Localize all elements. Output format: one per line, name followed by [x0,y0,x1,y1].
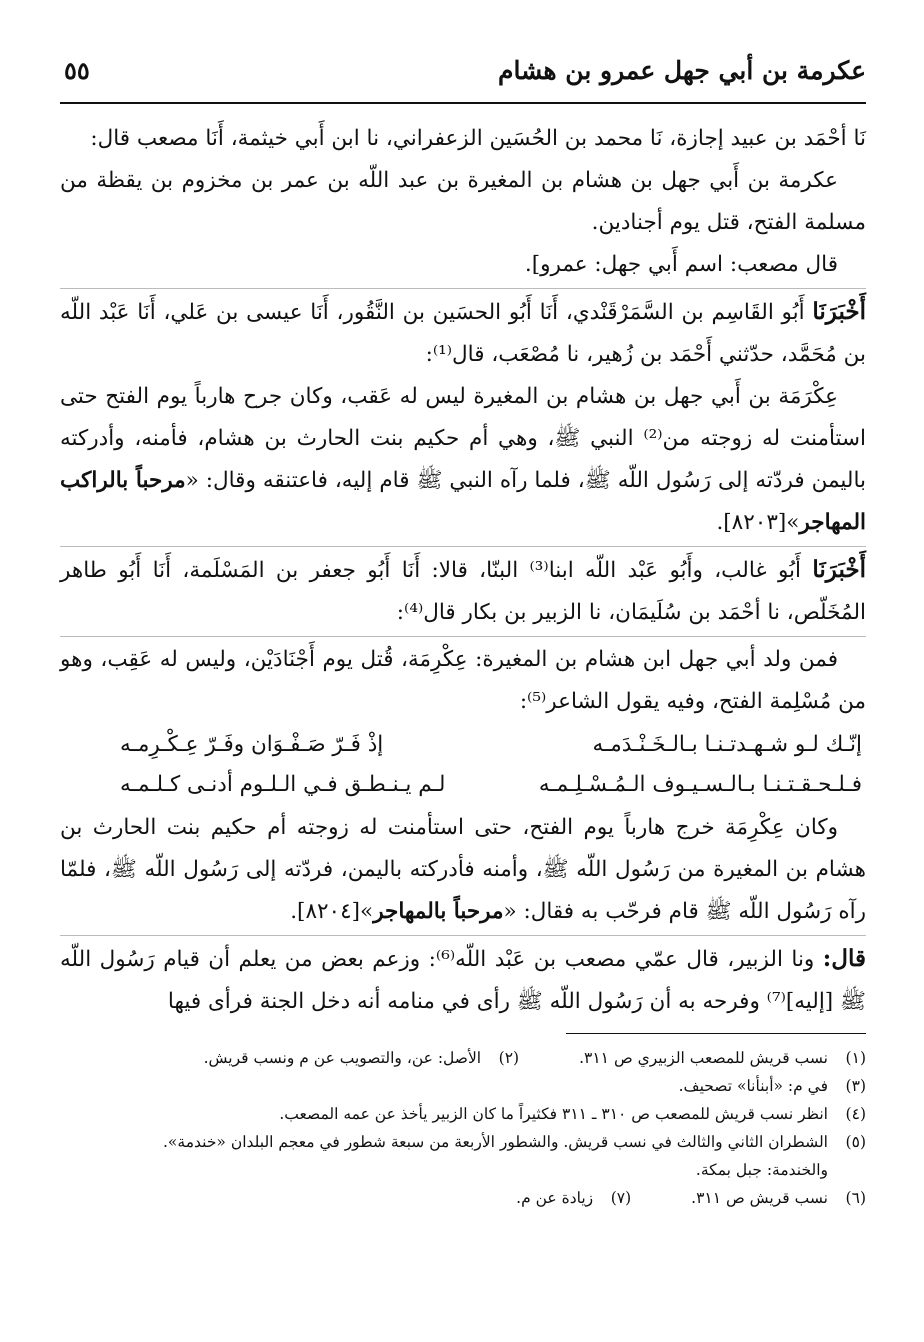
akhbarana-lead: أَخْبَرَنَا [812,556,866,583]
paragraph-9 [60,935,866,1023]
footnote-text: نسب قريش للمصعب الزبيري ص ٣١١. [579,1049,828,1067]
hemistich-right: إنّـك لـو شـهـدتـنـا بـالـخَـنْـدَمـه [592,732,862,757]
paragraph-1: نَا أحْمَد بن عبيد إجازة، نَا محمد بن الحُسَين الزعفراني، نا ابن أَبي خيثمة، أَنَا مصعب قال: [90,126,866,151]
footnote-number: (٢) [498,1049,520,1067]
paragraph-6-text: أَبُو غالب، وأَبُو عَبْد اللّه ابنا⁽³⁾ البنّا، قالا: أَنَا أَبُو جعفر بن المَسْلَمة، أَنَا أَبُو طاهر المُخَلّص، نا أحْمَد بن سُلَيمَان، نا الزبير بن بكار قال⁽⁴⁾: [60,558,866,625]
paragraph-8-end: »[٨٢٠٤]. [290,899,374,924]
footnote-7 [516,1184,631,1212]
footnotes [60,1044,866,1212]
page-header [60,52,866,104]
footnote-number: (١) [845,1049,866,1067]
poem-verse [60,725,866,765]
footnote-text: الشطران الثاني والثالث في نسب قريش. والشطور الأربعة من سبعة شطور في معجم البلدان «خندمة». [163,1133,828,1151]
footnote-number: (٣) [845,1077,866,1095]
paragraph-9-text: ونا الزبير، قال عمّي مصعب بن عَبْد اللّه⁽⁶⁾: وزعم بعض من يعلم أن قيام رَسُول اللّه ﷺ [إليه]⁽⁷⁾ وفرحه به أن رَسُول اللّه ﷺ رأى في منامه أنه دخل الجنة فرأى فيها [60,947,866,1014]
paragraph-8 [60,807,866,933]
paragraph-4 [60,288,866,376]
footnote-text: في م: «أبنأنا» تصحيف. [678,1077,828,1095]
paragraph-5 [60,376,866,544]
footnote-text: زيادة عن م. [516,1189,594,1207]
hadith-phrase: مرحباً بالراكب المهاجر [60,468,866,535]
footnote-2 [204,1044,520,1072]
paragraph-4-text: أَبُو القَاسِم بن السَّمَرْقَنْدي، أَنَا أَبُو الحسَين بن النَّقُور، أَنَا عيسى بن عَلي، أَنَا عَبْد اللّه بن مُحَمَّد، حدّثني أَحْمَد بن زُهير، نا مُصْعَب، قال⁽¹⁾: [60,300,866,367]
main-text [60,118,866,1023]
footnote-number: (٤) [845,1105,866,1123]
paragraph-6 [60,546,866,634]
hadith-phrase: مرحباً بالمهاجر [373,899,504,924]
hemistich-right: فـلـحـقـتـنـا بـالـسـيـوف الـمُـسْـلِـمـه [538,772,862,797]
running-title: عكرمة بن أبي جهل عمرو بن هشام [498,56,866,85]
poem [60,725,866,805]
footnote-5 [60,1128,866,1156]
footnote-4 [60,1100,866,1128]
footnote-5-continuation: والخندمة: جبل بمكة. [695,1161,828,1179]
poem-verse [60,765,866,805]
footnote-row [60,1184,866,1212]
paragraph-5-text: عِكْرَمَة بن أَبي جهل بن هشام بن المغيرة ليس له عَقب، وكان جرح هارباً يوم الفتح حتى استأمنت له زوجته من⁽²⁾ النبي ﷺ، وهي أم حكيم بنت الحارث بن هشام، فأمنه، وأدركته باليمن فردّته إلى رَسُول اللّه ﷺ، فلما رآه النبي ﷺ قام إليه، فاعتنقه وقال: « [60,384,866,493]
hemistich-left: إذْ فَـرّ صَـفْـوَان وفَـرّ عِـكْـرِمـه [120,732,384,757]
akhbarana-lead: أَخْبَرَنَا [812,298,866,325]
footnote-number: (٦) [845,1189,866,1207]
footnote-text: الأصل: عن، والتصويب عن م ونسب قريش. [203,1049,482,1067]
paragraph-8-text: وكان عِكْرِمَة خرج هارباً يوم الفتح، حتى استأمنت له زوجته أم حكيم بنت الحارث بن هشام بن المغيرة من رَسُول اللّه ﷺ، وأمنه فأدركته باليمن، فردّته إلى رَسُول اللّه ﷺ، فلمّا رآه رَسُول اللّه ﷺ قام فرحّب به فقال: « [60,815,866,924]
footnote-number: (٧) [610,1189,632,1207]
paragraph-2: عكرمة بن أَبي جهل بن هشام بن المغيرة بن عبد اللّه بن عمر بن مخزوم بن يقظة من مسلمة الفتح، قتل يوم أجنادين. [60,168,866,235]
qala-lead: قال: [822,945,866,972]
footnote-1 [579,1044,866,1072]
paragraph-7: فمن ولد أبي جهل ابن هشام بن المغيرة: عِكْرِمَة، قُتل يوم أَجْنَادَيْن، وليس له عَقِب، وهو من مُسْلِمة الفتح، وفيه يقول الشاعر⁽⁵⁾: [60,636,866,723]
paragraph-3: قال مصعب: اسم أَبي جهل: عمرو]. [524,252,838,277]
footnote-text: نسب قريش ص ٣١١. [691,1189,828,1207]
footnote-3 [60,1072,866,1100]
page-number: ٥٥ [64,56,90,85]
hemistich-left: لـم يـنـطـق فـي الـلـوم أدنـى كـلـمـه [120,772,446,797]
footnote-divider [566,1033,866,1034]
footnote-number: (٥) [845,1133,866,1151]
footnote-6 [691,1184,866,1212]
footnote-text: انظر نسب قريش للمصعب ص ٣١٠ ـ ٣١١ فكثيراً ما كان الزبير يأخذ عن عمه المصعب. [279,1105,828,1123]
paragraph-5-end: »[٨٢٠٣]. [716,510,800,535]
footnote-row [60,1044,866,1072]
